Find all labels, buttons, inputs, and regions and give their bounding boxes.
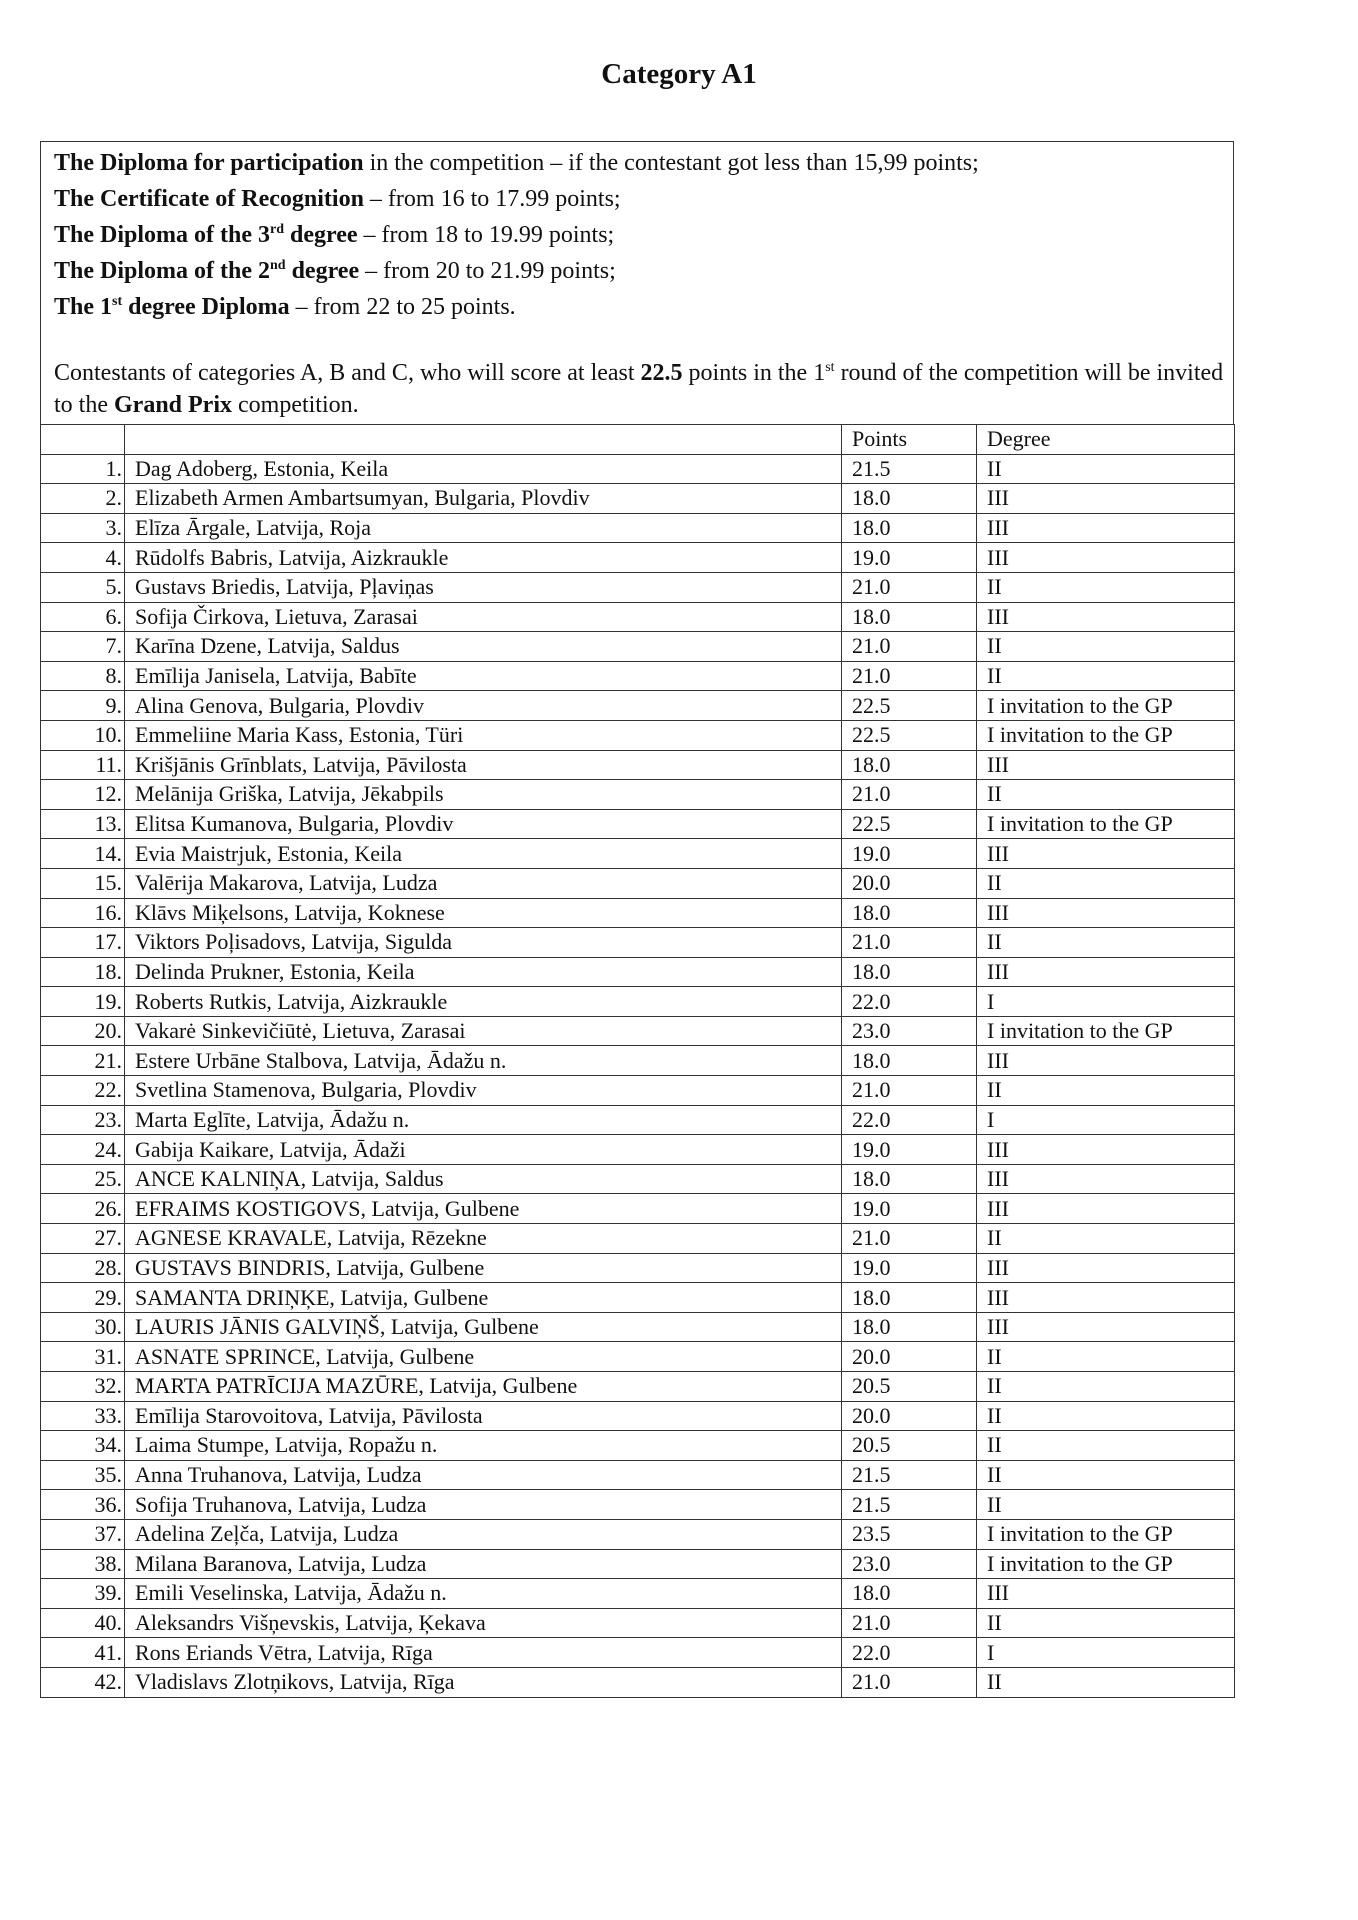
points-value: 19.0 [842,839,977,869]
contestant-name: Elitsa Kumanova, Bulgaria, Plovdiv [125,809,842,839]
degree-value: II [977,661,1235,691]
table-row [41,1608,1235,1638]
points-value: 22.5 [842,720,977,750]
table-row [41,1046,1235,1076]
points-value: 21.0 [842,572,977,602]
points-value: 19.0 [842,1194,977,1224]
rule-bold-part: The Diploma of the 2 [54,258,270,284]
points-value: 18.0 [842,484,977,514]
rule-line [54,217,1233,253]
contestant-name: Anna Truhanova, Latvija, Ludza [125,1460,842,1490]
row-number: 6. [41,602,125,632]
degree-value: II [977,1401,1235,1431]
contestant-name: Sofija Truhanova, Latvija, Ludza [125,1490,842,1520]
degree-value: II [977,1342,1235,1372]
row-number: 20. [41,1016,125,1046]
degree-value: III [977,1253,1235,1283]
gp-superscript: st [825,360,835,375]
contestant-name: GUSTAVS BINDRIS, Latvija, Gulbene [125,1253,842,1283]
contestant-name: Rūdolfs Babris, Latvija, Aizkraukle [125,543,842,573]
row-number: 5. [41,572,125,602]
table-row [41,1016,1235,1046]
table-row [41,1667,1235,1697]
row-number: 31. [41,1342,125,1372]
table-row [41,957,1235,987]
row-number: 38. [41,1549,125,1579]
row-number: 16. [41,898,125,928]
points-value: 21.0 [842,1224,977,1254]
table-row [41,1194,1235,1224]
degree-value: II [977,1460,1235,1490]
row-number: 42. [41,1667,125,1697]
row-number: 1. [41,454,125,484]
row-number: 4. [41,543,125,573]
points-value: 22.5 [842,809,977,839]
points-value: 21.0 [842,928,977,958]
row-number: 28. [41,1253,125,1283]
degree-value: I [977,1638,1235,1668]
contestant-name: Delinda Prukner, Estonia, Keila [125,957,842,987]
header-number [41,425,125,455]
rule-bold-part: The Diploma of the 3 [54,222,270,248]
rule-bold [54,222,358,248]
table-row [41,1342,1235,1372]
table-row [41,720,1235,750]
table-row [41,1372,1235,1402]
row-number: 36. [41,1490,125,1520]
table-row [41,661,1235,691]
contestant-name: AGNESE KRAVALE, Latvija, Rēzekne [125,1224,842,1254]
contestant-name: Sofija Čirkova, Lietuva, Zarasai [125,602,842,632]
points-value: 19.0 [842,543,977,573]
contestant-name: Estere Urbāne Stalbova, Latvija, Ādažu n. [125,1046,842,1076]
points-value: 20.0 [842,868,977,898]
contestant-name: Krišjānis Grīnblats, Latvija, Pāvilosta [125,750,842,780]
contestant-name: Elīza Ārgale, Latvija, Roja [125,513,842,543]
degree-value: III [977,957,1235,987]
contestant-name: Vakarė Sinkevičiūtė, Lietuva, Zarasai [125,1016,842,1046]
grand-prix-note [54,357,1224,421]
table-row [41,1283,1235,1313]
degree-value: I invitation to the GP [977,1549,1235,1579]
points-value: 18.0 [842,750,977,780]
rule-line [54,289,1233,325]
row-number: 2. [41,484,125,514]
table-row [41,898,1235,928]
points-value: 18.0 [842,1046,977,1076]
degree-value: III [977,484,1235,514]
points-value: 21.0 [842,780,977,810]
table-row [41,543,1235,573]
rule-bold-part: degree Diploma [122,294,290,320]
diploma-rules-box [40,141,1234,425]
table-row [41,750,1235,780]
rule-superscript: st [112,294,123,309]
degree-value: III [977,543,1235,573]
contestant-name: Emmeliine Maria Kass, Estonia, Türi [125,720,842,750]
rule-bold: The Diploma for participation [54,150,364,176]
page-title: Category A1 [601,58,757,90]
rule-line [54,181,1233,217]
contestant-name: Melānija Griška, Latvija, Jēkabpils [125,780,842,810]
contestant-name: Klāvs Miķelsons, Latvija, Koknese [125,898,842,928]
row-number: 29. [41,1283,125,1313]
contestant-name: Roberts Rutkis, Latvija, Aizkraukle [125,987,842,1017]
contestant-name: LAURIS JĀNIS GALVIŅŠ, Latvija, Gulbene [125,1312,842,1342]
gp-score: 22.5 [640,360,683,386]
points-value: 18.0 [842,513,977,543]
row-number: 34. [41,1431,125,1461]
contestant-name: Emīlija Janisela, Latvija, Babīte [125,661,842,691]
contestant-name: Valērija Makarova, Latvija, Ludza [125,868,842,898]
rule-bold [54,258,359,284]
points-value: 22.0 [842,987,977,1017]
points-value: 18.0 [842,1579,977,1609]
degree-value: III [977,1194,1235,1224]
degree-value: III [977,602,1235,632]
table-row [41,1076,1235,1106]
header-degree: Degree [977,425,1235,455]
header-points: Points [842,425,977,455]
degree-value: I [977,987,1235,1017]
row-number: 8. [41,661,125,691]
table-row [41,1105,1235,1135]
contestant-name: SAMANTA DRIŅĶE, Latvija, Gulbene [125,1283,842,1313]
rule-bold-part: The 1 [54,294,113,320]
degree-value: I invitation to the GP [977,720,1235,750]
contestant-name: Adelina Zeļča, Latvija, Ludza [125,1519,842,1549]
contestant-name: Rons Eriands Vētra, Latvija, Rīga [125,1638,842,1668]
table-row [41,454,1235,484]
points-value: 23.0 [842,1549,977,1579]
points-value: 22.5 [842,691,977,721]
points-value: 20.0 [842,1401,977,1431]
row-number: 14. [41,839,125,869]
degree-value: II [977,1431,1235,1461]
points-value: 22.0 [842,1638,977,1668]
table-row [41,868,1235,898]
rule-bold: The Certificate of Recognition [54,186,364,212]
degree-value: II [977,780,1235,810]
rule-superscript: rd [270,222,284,237]
row-number: 23. [41,1105,125,1135]
degree-value: I invitation to the GP [977,1519,1235,1549]
points-value: 18.0 [842,602,977,632]
contestant-name: EFRAIMS KOSTIGOVS, Latvija, Gulbene [125,1194,842,1224]
degree-value: II [977,1490,1235,1520]
table-row [41,809,1235,839]
gp-text: round of the competition will be invited to the [54,360,1224,418]
degree-value: III [977,513,1235,543]
table-row [41,1253,1235,1283]
points-value: 18.0 [842,957,977,987]
points-value: 21.0 [842,1608,977,1638]
table-row [41,691,1235,721]
contestant-name: Elizabeth Armen Ambartsumyan, Bulgaria, Plovdiv [125,484,842,514]
gp-text: points in the 1 [682,360,826,386]
row-number: 13. [41,809,125,839]
contestant-name: Karīna Dzene, Latvija, Saldus [125,632,842,662]
row-number: 37. [41,1519,125,1549]
contestant-name: Svetlina Stamenova, Bulgaria, Plovdiv [125,1076,842,1106]
rule-superscript: nd [270,258,286,273]
rule-line [54,253,1233,289]
table-row [41,1401,1235,1431]
gp-text: competition. [232,392,359,418]
rule-text: in the competition – if the contestant got less than 15,99 points; [363,150,979,176]
degree-value: III [977,898,1235,928]
degree-value: I invitation to the GP [977,691,1235,721]
degree-value: III [977,1579,1235,1609]
contestant-name: Evia Maistrjuk, Estonia, Keila [125,839,842,869]
row-number: 24. [41,1135,125,1165]
row-number: 22. [41,1076,125,1106]
rule-bold-part: degree [285,258,360,284]
contestant-name: Gustavs Briedis, Latvija, Pļaviņas [125,572,842,602]
table-row [41,572,1235,602]
degree-value: I invitation to the GP [977,809,1235,839]
contestant-name: Gabija Kaikare, Latvija, Ādaži [125,1135,842,1165]
row-number: 25. [41,1164,125,1194]
degree-value: I [977,1105,1235,1135]
row-number: 12. [41,780,125,810]
table-row [41,632,1235,662]
contestant-name: Emili Veselinska, Latvija, Ādažu n. [125,1579,842,1609]
degree-value: III [977,1135,1235,1165]
table-row [41,1135,1235,1165]
rule-bold-part: degree [284,222,358,248]
table-row [41,1638,1235,1668]
contestant-name: Milana Baranova, Latvija, Ludza [125,1549,842,1579]
row-number: 18. [41,957,125,987]
degree-value: II [977,1608,1235,1638]
contestant-name: Viktors Poļisadovs, Latvija, Sigulda [125,928,842,958]
degree-value: III [977,839,1235,869]
degree-value: II [977,632,1235,662]
points-value: 23.0 [842,1016,977,1046]
table-row [41,1549,1235,1579]
rule-text: – from 16 to 17.99 points; [363,186,621,212]
table-row [41,1312,1235,1342]
table-row [41,780,1235,810]
table-row [41,1490,1235,1520]
degree-value: II [977,928,1235,958]
contestant-name: Vladislavs Zlotņikovs, Latvija, Rīga [125,1667,842,1697]
table-row [41,1164,1235,1194]
points-value: 19.0 [842,1135,977,1165]
degree-value: II [977,1372,1235,1402]
points-value: 20.0 [842,1342,977,1372]
gp-text: Contestants of categories A, B and C, who will score at least [54,360,641,386]
points-value: 18.0 [842,1164,977,1194]
degree-value: II [977,868,1235,898]
row-number: 41. [41,1638,125,1668]
contestant-name: Aleksandrs Višņevskis, Latvija, Ķekava [125,1608,842,1638]
points-value: 21.5 [842,454,977,484]
contestant-name: Laima Stumpe, Latvija, Ropažu n. [125,1431,842,1461]
row-number: 10. [41,720,125,750]
degree-value: III [977,1312,1235,1342]
table-row [41,602,1235,632]
table-row [41,1224,1235,1254]
degree-value: III [977,1164,1235,1194]
rule-text: – from 22 to 25 points. [289,294,516,320]
table-row [41,839,1235,869]
contestant-name: Marta Eglīte, Latvija, Ādažu n. [125,1105,842,1135]
points-value: 19.0 [842,1253,977,1283]
row-number: 15. [41,868,125,898]
points-value: 21.0 [842,1076,977,1106]
table-header-row [41,425,1235,455]
row-number: 35. [41,1460,125,1490]
points-value: 20.5 [842,1372,977,1402]
row-number: 11. [41,750,125,780]
degree-value: I invitation to the GP [977,1016,1235,1046]
points-value: 18.0 [842,898,977,928]
header-name [125,425,842,455]
row-number: 19. [41,987,125,1017]
rule-text: – from 18 to 19.99 points; [357,222,615,248]
points-value: 20.5 [842,1431,977,1461]
degree-value: II [977,572,1235,602]
degree-value: III [977,1046,1235,1076]
contestant-name: MARTA PATRĪCIJA MAZŪRE, Latvija, Gulbene [125,1372,842,1402]
points-value: 21.5 [842,1460,977,1490]
table-row [41,987,1235,1017]
row-number: 32. [41,1372,125,1402]
row-number: 17. [41,928,125,958]
row-number: 3. [41,513,125,543]
degree-value: II [977,454,1235,484]
degree-value: II [977,1076,1235,1106]
contestant-name: ANCE KALNIŅA, Latvija, Saldus [125,1164,842,1194]
points-value: 22.0 [842,1105,977,1135]
points-value: 18.0 [842,1283,977,1313]
points-value: 21.0 [842,1667,977,1697]
row-number: 9. [41,691,125,721]
gp-name: Grand Prix [114,392,232,418]
contestant-name: Emīlija Starovoitova, Latvija, Pāvilosta [125,1401,842,1431]
table-row [41,928,1235,958]
table-row [41,1519,1235,1549]
row-number: 39. [41,1579,125,1609]
points-value: 21.0 [842,661,977,691]
points-value: 18.0 [842,1312,977,1342]
contestant-name: Alina Genova, Bulgaria, Plovdiv [125,691,842,721]
rule-text: – from 20 to 21.99 points; [359,258,616,284]
row-number: 7. [41,632,125,662]
rule-bold [54,294,290,320]
table-row [41,1431,1235,1461]
points-value: 21.5 [842,1490,977,1520]
degree-value: III [977,1283,1235,1313]
contestant-name: ASNATE SPRINCE, Latvija, Gulbene [125,1342,842,1372]
row-number: 30. [41,1312,125,1342]
row-number: 40. [41,1608,125,1638]
row-number: 21. [41,1046,125,1076]
degree-value: II [977,1667,1235,1697]
table-row [41,1460,1235,1490]
table-row [41,1579,1235,1609]
table-row [41,484,1235,514]
row-number: 33. [41,1401,125,1431]
contestant-name: Dag Adoberg, Estonia, Keila [125,454,842,484]
rule-line [54,145,1233,181]
row-number: 27. [41,1224,125,1254]
table-row [41,513,1235,543]
degree-value: III [977,750,1235,780]
points-value: 21.0 [842,632,977,662]
degree-value: II [977,1224,1235,1254]
points-value: 23.5 [842,1519,977,1549]
row-number: 26. [41,1194,125,1224]
results-table [40,424,1235,1698]
